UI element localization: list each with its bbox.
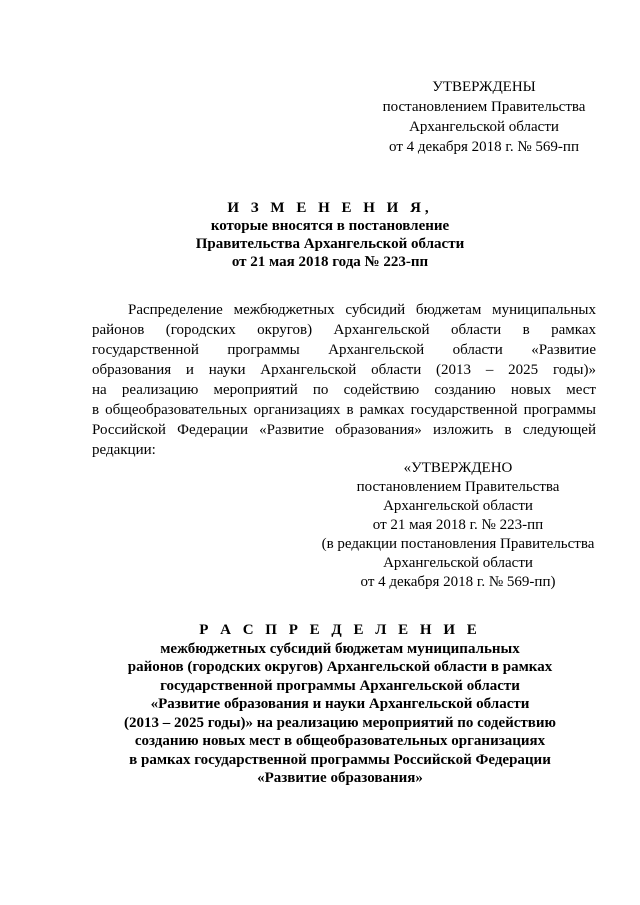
body-line: редакции: bbox=[92, 442, 156, 458]
body-line: в общеобразовательных организациях в рамках государственной программы bbox=[92, 402, 596, 418]
approval-stamp-line: УТВЕРЖДЕНЫ bbox=[432, 79, 536, 95]
changes-title-line: от 21 мая 2018 года № 223-пп bbox=[231, 254, 429, 270]
body-line: государственной программы Архангельской области «Развитие bbox=[92, 342, 596, 358]
distribution-title-line: районов (городских округов) Архангельской области в рамках bbox=[127, 659, 553, 675]
body-line: Российской Федерации «Развитие образования» изложить в следующей bbox=[92, 422, 596, 438]
distribution-title-line: государственной программы Архангельской области bbox=[160, 677, 520, 694]
approval-stamp-line: «УТВЕРЖДЕНО bbox=[403, 460, 513, 476]
changes-title bbox=[120, 199, 540, 271]
approval-stamp-line: от 21 мая 2018 г. № 223-пп bbox=[372, 517, 544, 533]
body-line: Распределение межбюджетных субсидий бюджетам муниципальных bbox=[128, 302, 596, 318]
distribution-title-line: межбюджетных субсидий бюджетам муниципальных bbox=[160, 640, 520, 657]
body-line: на реализацию мероприятий по содействию созданию новых мест bbox=[92, 382, 596, 398]
approval-stamp-line: постановлением Правительства bbox=[356, 479, 560, 495]
distribution-title bbox=[100, 621, 580, 788]
changes-heading: И З М Е Н Е Н И Я, bbox=[227, 200, 433, 216]
distribution-title-line: созданию новых мест в общеобразовательных организациях bbox=[134, 733, 546, 749]
body-line: образования и науки Архангельской области (2013 – 2025 годы)» bbox=[92, 362, 596, 378]
approval-stamp-distribution bbox=[308, 459, 608, 592]
approval-stamp-line: от 4 декабря 2018 г. № 569-пп bbox=[389, 139, 579, 155]
approval-stamp-line: постановлением Правительства bbox=[382, 99, 586, 115]
distribution-title-line: «Развитие образования и науки Архангельской области bbox=[150, 696, 530, 712]
distribution-title-line: (2013 – 2025 годы)» на реализацию мероприятий по содействию bbox=[123, 714, 556, 731]
approval-stamp-line: Архангельской области bbox=[409, 119, 559, 135]
changes-title-line: которые вносятся в постановление bbox=[210, 218, 450, 234]
distribution-title-line: «Развитие образования» bbox=[257, 770, 423, 786]
approval-stamp-header bbox=[360, 77, 608, 157]
body-paragraph bbox=[92, 300, 596, 460]
body-line: районов (городских округов) Архангельской области в рамках bbox=[92, 322, 596, 338]
distribution-title-line: в рамках государственной программы Российской Федерации bbox=[129, 751, 551, 768]
approval-stamp-line: от 4 декабря 2018 г. № 569-пп) bbox=[360, 574, 556, 590]
approval-stamp-line: Архангельской области bbox=[383, 555, 533, 571]
approval-stamp-line: (в редакции постановления Правительства bbox=[321, 536, 595, 552]
approval-stamp-line: Архангельской области bbox=[383, 498, 533, 514]
distribution-heading: Р А С П Р Е Д Е Л Е Н И Е bbox=[199, 622, 481, 638]
changes-title-line: Правительства Архангельской области bbox=[195, 236, 465, 252]
